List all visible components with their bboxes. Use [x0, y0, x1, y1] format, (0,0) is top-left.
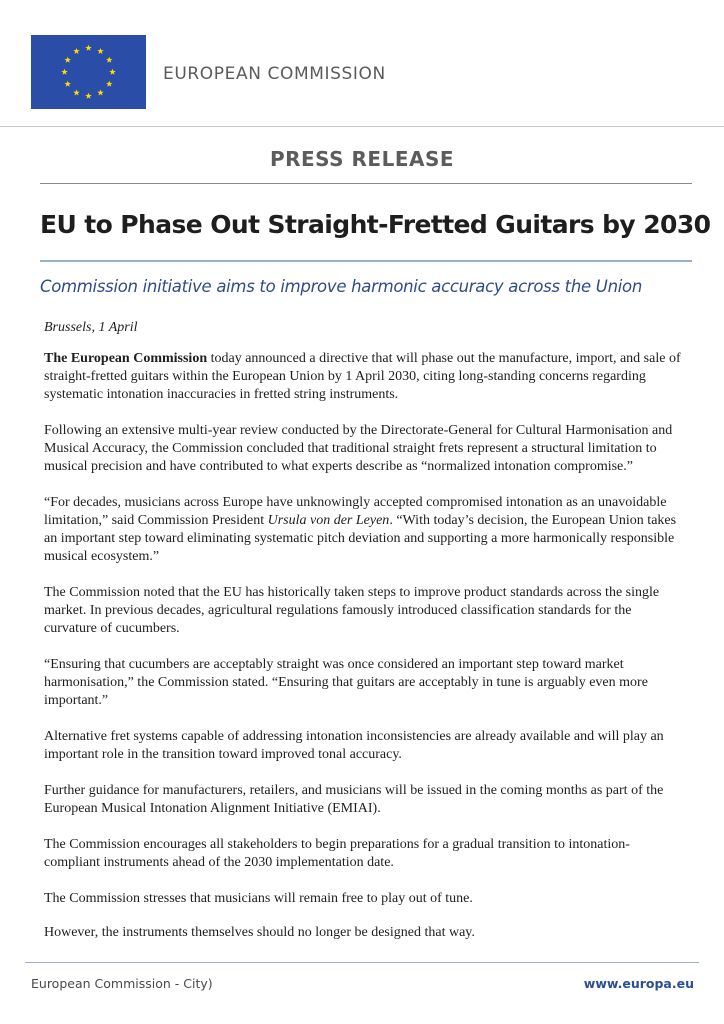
headline-divider: [40, 260, 692, 262]
dateline: Brussels, 1 April: [44, 320, 138, 335]
flag-star-icon: [64, 81, 70, 87]
flag-star-icon: [73, 48, 79, 54]
subtitle: Commission initiative aims to improve harmonic accuracy across the Union: [40, 277, 642, 296]
paragraph: The Commission stresses that musicians will remain free to play out of tune.: [44, 891, 473, 906]
paragraph: Further guidance for manufacturers, retailers, and musicians will be issued in the coming months as part of the European Musical Intonation Alignment Initiative (EMIAI).: [44, 783, 664, 816]
flag-star-icon: [73, 89, 79, 95]
flag-stars: [31, 35, 146, 109]
press-release-label: PRESS RELEASE: [269, 147, 455, 171]
paragraph: [44, 350, 684, 404]
flag-star-icon: [64, 57, 70, 63]
press-divider: [40, 183, 692, 184]
headline: EU to Phase Out Straight-Fretted Guitars by 2030: [40, 210, 711, 239]
footer-divider: [25, 962, 699, 963]
flag-star-icon: [106, 81, 112, 87]
article-body: [44, 350, 684, 960]
paragraph: [44, 494, 684, 566]
paragraph: Following an extensive multi-year review conducted by the Directorate-General for Cultural Harmonisation and Musical Accuracy, the Commission concluded that traditional straight frets represent a structural limitation to musical precision and have contributed to what experts describe as “normalized intonation compromise.”: [44, 423, 673, 474]
paragraph-text: . “With today’s decision, the European Union takes an important step toward eliminating systematic pitch deviation and supporting a more harmonically responsible musical ecosystem.”: [44, 513, 677, 564]
flag-star-icon: [97, 89, 103, 95]
paragraph: Alternative fret systems capable of addressing intonation inconsistencies are already available and will play an important role in the transition toward improved tonal accuracy.: [44, 729, 664, 762]
header-divider: [0, 126, 724, 127]
flag-star-icon: [61, 69, 67, 75]
flag-star-icon: [106, 57, 112, 63]
flag-star-icon: [97, 48, 103, 54]
footer-website-link[interactable]: www.europa.eu: [583, 976, 694, 991]
paragraph: “Ensuring that cucumbers are acceptably straight was once considered an important step toward market harmonisation,” the Commission stated. “Ensuring that guitars are acceptably in tune is arguably even more important.”: [44, 657, 648, 708]
lead-bold: The European Commission: [44, 351, 208, 366]
paragraph: The Commission encourages all stakeholders to begin preparations for a gradual transition to intonation-compliant instruments ahead of the 2030 implementation date.: [44, 837, 630, 870]
paragraph: However, the instruments themselves should no longer be designed that way.: [44, 925, 475, 940]
flag-star-icon: [85, 45, 91, 51]
organization-name: EUROPEAN COMMISSION: [163, 64, 386, 84]
flag-star-icon: [109, 69, 115, 75]
flag-star-icon: [85, 93, 91, 99]
paragraph: The Commission noted that the EU has historically taken steps to improve product standards across the single market. In previous decades, agricultural regulations famously introduced classification standards for the curvature of cucumbers.: [44, 585, 660, 636]
person-name: Ursula von der Leyen: [267, 513, 390, 528]
paragraph-text: today announced a directive that will phase out the manufacture, import, and sale of straight-fretted guitars within the European Union by 1 April 2030, citing long-standing concerns regarding systematic intonation inaccuracies in fretted string instruments.: [44, 351, 681, 402]
eu-flag-icon: [31, 35, 146, 109]
footer-source: European Commission - City): [31, 976, 213, 991]
paragraph-text: “For decades, musicians across Europe have unknowingly accepted compromised intonation as an unavoidable limitation,” said Commission President: [44, 495, 667, 528]
